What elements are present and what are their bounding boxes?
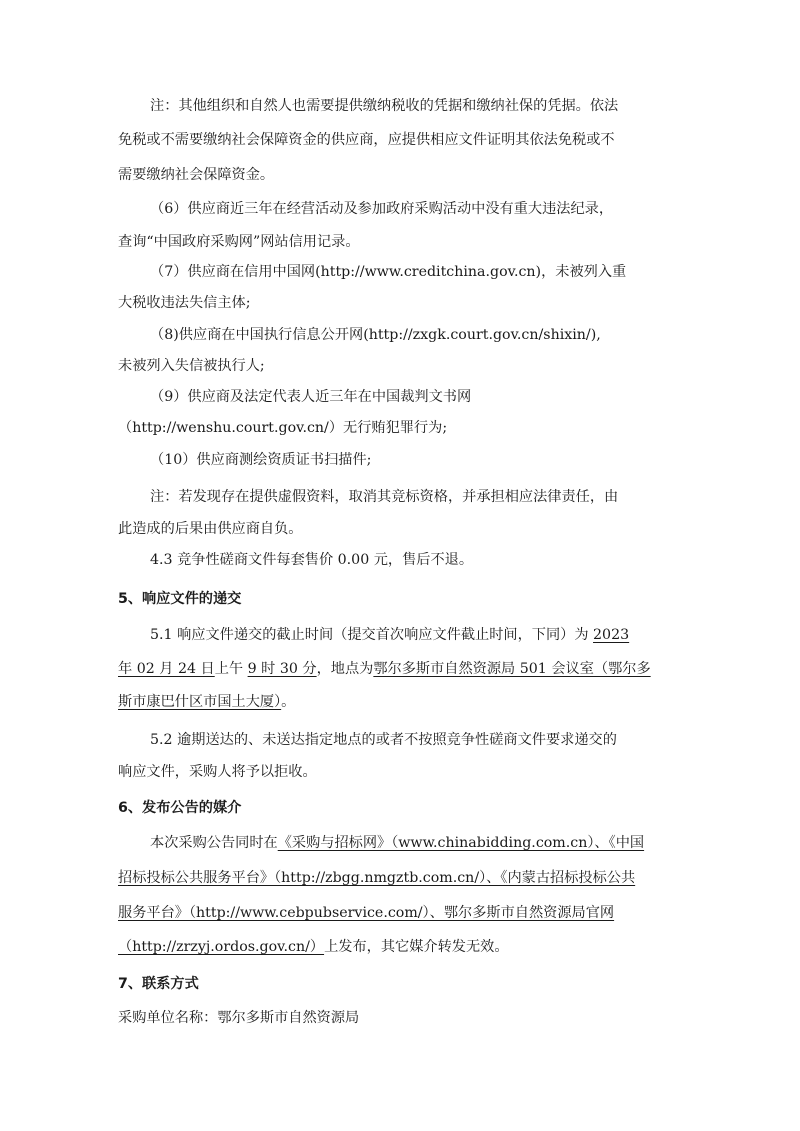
- section-heading-7: 7、联系方式: [118, 976, 199, 992]
- section-heading-6: 6、发布公告的媒介: [118, 800, 242, 816]
- purchaser-name: 采购单位名称：鄂尔多斯市自然资源局: [118, 1010, 360, 1026]
- requirement-item-8: （8)供应商在中国执行信息公开网(http://zxgk.court.gov.cn/shixin/),: [150, 327, 601, 343]
- deadline-time: 9 时 30 分: [247, 661, 317, 677]
- section-heading-5: 5、响应文件的递交: [118, 591, 242, 607]
- note-line: 注：其他组织和自然人也需要提供缴纳税收的凭据和缴纳社保的凭据。依法: [150, 98, 619, 114]
- note-line: 此造成的后果由供应商自负。: [118, 521, 303, 537]
- note-line: 免税或不需要缴纳社会保障资金的供应商，应提供相应文件证明其依法免税或不: [118, 132, 615, 148]
- deadline-line-1: [150, 625, 629, 645]
- rejection-clause-cont: 响应文件，采购人将予以拒收。: [118, 764, 317, 780]
- deadline-text: 。: [281, 694, 296, 710]
- media-line-4: [118, 937, 509, 957]
- media-line-3: [118, 903, 614, 923]
- media-link-chinabidding[interactable]: 《采购与招标网》（www.chinabidding.com.cn）、《中国: [277, 835, 645, 851]
- requirement-item-9-cont: （http://wenshu.court.gov.cn/）无行贿犯罪行为;: [118, 420, 448, 436]
- price-clause: 4.3 竞争性磋商文件每套售价 0.00 元，售后不退。: [150, 552, 474, 568]
- media-line-1: [150, 833, 644, 853]
- deadline-text: ，地点为: [316, 661, 374, 677]
- media-line-2: [118, 868, 635, 888]
- requirement-item-7: （7）供应商在信用中国网(http://www.creditchina.gov.cn)，未被列入重: [150, 264, 627, 280]
- requirement-item-6-cont: 查询“中国政府采购网”网站信用记录。: [118, 234, 360, 250]
- deadline-date: 年 02 月 24 日: [118, 661, 215, 677]
- requirement-item-6: （6）供应商近三年在经营活动及参加政府采购活动中没有重大违法纪录，: [150, 201, 614, 217]
- deadline-line-2: [118, 659, 651, 679]
- rejection-clause: 5.2 逾期送达的、未送达指定地点的或者不按照竞争性磋商文件要求递交的: [150, 732, 617, 748]
- requirement-item-9: （9）供应商及法定代表人近三年在中国裁判文书网: [150, 389, 472, 405]
- media-link-cebpubservice[interactable]: 服务平台》（http://www.cebpubservice.com/）、鄂尔多斯市自然资源局官网: [118, 905, 615, 921]
- requirement-item-10: （10）供应商测绘资质证书扫描件;: [150, 452, 372, 468]
- media-text: 上发布，其它媒介转发无效。: [324, 939, 509, 955]
- media-link-nmgztb[interactable]: 招标投标公共服务平台》（http://zbgg.nmgztb.com.cn/）、《内蒙古招标投标公共: [118, 870, 636, 886]
- deadline-year: 2023: [593, 627, 630, 643]
- media-text: 本次采购公告同时在: [150, 835, 278, 851]
- media-link-ordos[interactable]: （http://zrzyj.ordos.gov.cn/）: [118, 939, 325, 955]
- note-line: 需要缴纳社会保障资金。: [118, 167, 275, 183]
- requirement-item-7-cont: 大税收违法失信主体;: [118, 295, 251, 311]
- deadline-line-3: [118, 692, 295, 712]
- deadline-location-cont: 斯市康巴什区市国土大厦）: [118, 694, 282, 710]
- requirement-item-8-cont: 未被列入失信被执行人;: [118, 358, 265, 374]
- deadline-text: 上午: [214, 661, 248, 677]
- deadline-text: 5.1 响应文件递交的截止时间（提交首次响应文件截止时间，下同）为: [150, 627, 594, 643]
- deadline-location: 鄂尔多斯市自然资源局 501 会议室（鄂尔多: [373, 661, 651, 677]
- note-line: 注：若发现存在提供虚假资料，取消其竞标资格，并承担相应法律责任，由: [150, 489, 619, 505]
